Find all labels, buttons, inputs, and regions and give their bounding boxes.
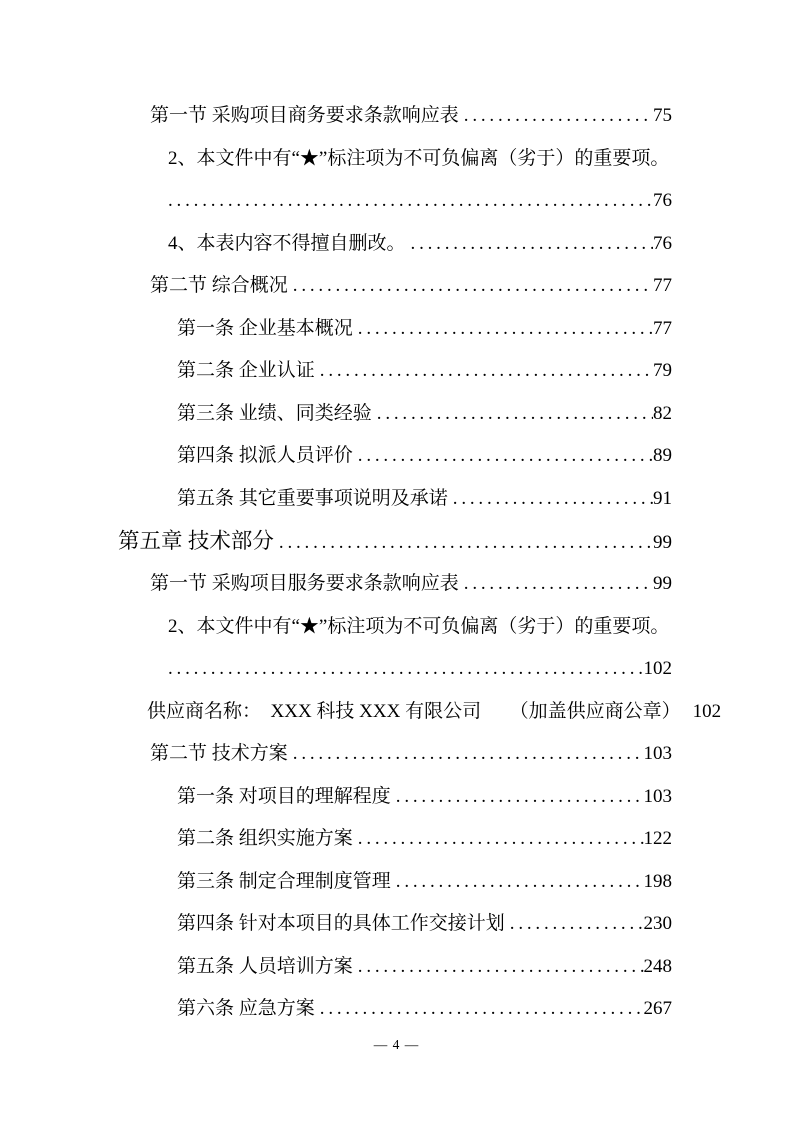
toc-entry xyxy=(177,861,672,904)
toc-entry-label: 第二节 综合概况 xyxy=(150,275,288,297)
toc-page-number: 248 xyxy=(643,955,672,977)
toc-entry xyxy=(177,903,672,946)
toc-entry-label: 第四条 拟派人员评价 xyxy=(177,445,353,467)
toc-dot-leader xyxy=(353,946,644,989)
toc-entry-label: 第一条 对项目的理解程度 xyxy=(177,785,391,807)
toc-page-number: 89 xyxy=(653,445,672,467)
toc-entry xyxy=(177,308,672,351)
toc-entry xyxy=(168,138,705,181)
toc-dot-leader xyxy=(459,95,653,138)
toc-entry-label: 第三条 制定合理制度管理 xyxy=(177,870,391,892)
toc-entry xyxy=(150,733,672,776)
toc-entry xyxy=(177,818,672,861)
toc-dot-leader xyxy=(353,818,644,861)
toc-dot-leader xyxy=(288,265,653,308)
toc-entry-supplier-name xyxy=(147,691,722,734)
toc-page-number: 99 xyxy=(653,532,672,554)
toc-dot-leader xyxy=(163,180,653,223)
toc-dot-leader xyxy=(459,563,653,606)
toc-entry-label: 第六条 应急方案 xyxy=(177,998,315,1020)
toc-entry-label: 供应商名称： XXX 科技 XXX 有限公司 （加盖供应商公章） xyxy=(147,700,681,722)
toc-entry-label: 第一节 采购项目商务要求条款响应表 xyxy=(150,105,459,126)
toc-entry xyxy=(177,988,672,1031)
toc-dot-leader xyxy=(448,478,653,521)
toc-dot-leader xyxy=(391,776,644,819)
toc-entry xyxy=(150,265,672,308)
table-of-contents xyxy=(0,95,793,1031)
toc-entry xyxy=(150,563,672,606)
toc-page-number: 103 xyxy=(643,743,672,765)
toc-entry-label: 第二节 技术方案 xyxy=(150,743,288,765)
toc-entry-label: 第三条 业绩、同类经验 xyxy=(177,402,372,424)
toc-page-number: 76 xyxy=(653,232,672,254)
toc-entry-label: 第四条 针对本项目的具体工作交接计划 xyxy=(177,913,505,935)
toc-entry-label: 第五章 技术部分 xyxy=(118,529,274,554)
toc-entry-label: 第二条 企业认证 xyxy=(177,360,315,382)
toc-page-number: 79 xyxy=(653,360,672,382)
toc-page-number: 122 xyxy=(643,828,672,850)
toc-entry xyxy=(177,776,672,819)
toc-entry-label: 2、本文件中有“★”标注项为不可负偏离（劣于）的重要项。 xyxy=(168,615,670,637)
toc-entry-label: 第一节 采购项目服务要求条款响应表 xyxy=(150,573,459,595)
toc-page-number: 99 xyxy=(653,573,672,595)
toc-dot-leader xyxy=(505,903,644,946)
toc-entry-label: 第五条 人员培训方案 xyxy=(177,955,353,977)
toc-entry-label: 第二条 组织实施方案 xyxy=(177,828,353,850)
toc-page-number: 91 xyxy=(653,487,672,509)
toc-entry xyxy=(177,350,672,393)
toc-entry-label: 第一条 企业基本概况 xyxy=(177,317,353,339)
toc-entry xyxy=(168,606,705,649)
toc-entry xyxy=(118,520,672,563)
toc-entry-label: 第五条 其它重要事项说明及承诺 xyxy=(177,487,448,509)
page-number-footer: — 4 — xyxy=(373,1037,420,1052)
toc-dot-leader xyxy=(315,988,644,1031)
toc-entry xyxy=(177,946,672,989)
toc-entry-label: 4、本表内容不得擅自删改。 xyxy=(168,232,406,254)
toc-page-number: 103 xyxy=(643,785,672,807)
toc-page-number: 77 xyxy=(653,317,672,339)
toc-entry xyxy=(177,393,672,436)
toc-entry xyxy=(168,223,672,266)
toc-dot-leader xyxy=(406,223,653,266)
toc-page-number: 75 xyxy=(653,105,672,126)
toc-page-number: 102 xyxy=(643,658,672,680)
toc-page-number: 198 xyxy=(643,870,672,892)
toc-dot-leader xyxy=(353,435,653,478)
toc-dot-leader xyxy=(372,393,653,436)
toc-page-number: 77 xyxy=(653,275,672,297)
toc-entry xyxy=(163,180,672,223)
toc-page-number: 102 xyxy=(692,700,722,722)
toc-entry-label: 2、本文件中有“★”标注项为不可负偏离（劣于）的重要项。 xyxy=(168,147,670,169)
toc-entry xyxy=(150,95,672,138)
toc-page-number: 82 xyxy=(653,402,672,424)
toc-dot-leader xyxy=(391,861,644,904)
toc-page-number: 267 xyxy=(643,998,672,1020)
toc-entry xyxy=(177,435,672,478)
toc-dot-leader xyxy=(163,648,644,691)
toc-dot-leader xyxy=(288,733,644,776)
toc-page-number: 230 xyxy=(643,913,672,935)
toc-dot-leader xyxy=(315,350,653,393)
toc-dot-leader xyxy=(353,308,653,351)
toc-entry xyxy=(163,648,672,691)
toc-dot-leader xyxy=(274,522,653,565)
toc-entry xyxy=(177,478,672,521)
toc-page-number: 76 xyxy=(653,190,672,212)
